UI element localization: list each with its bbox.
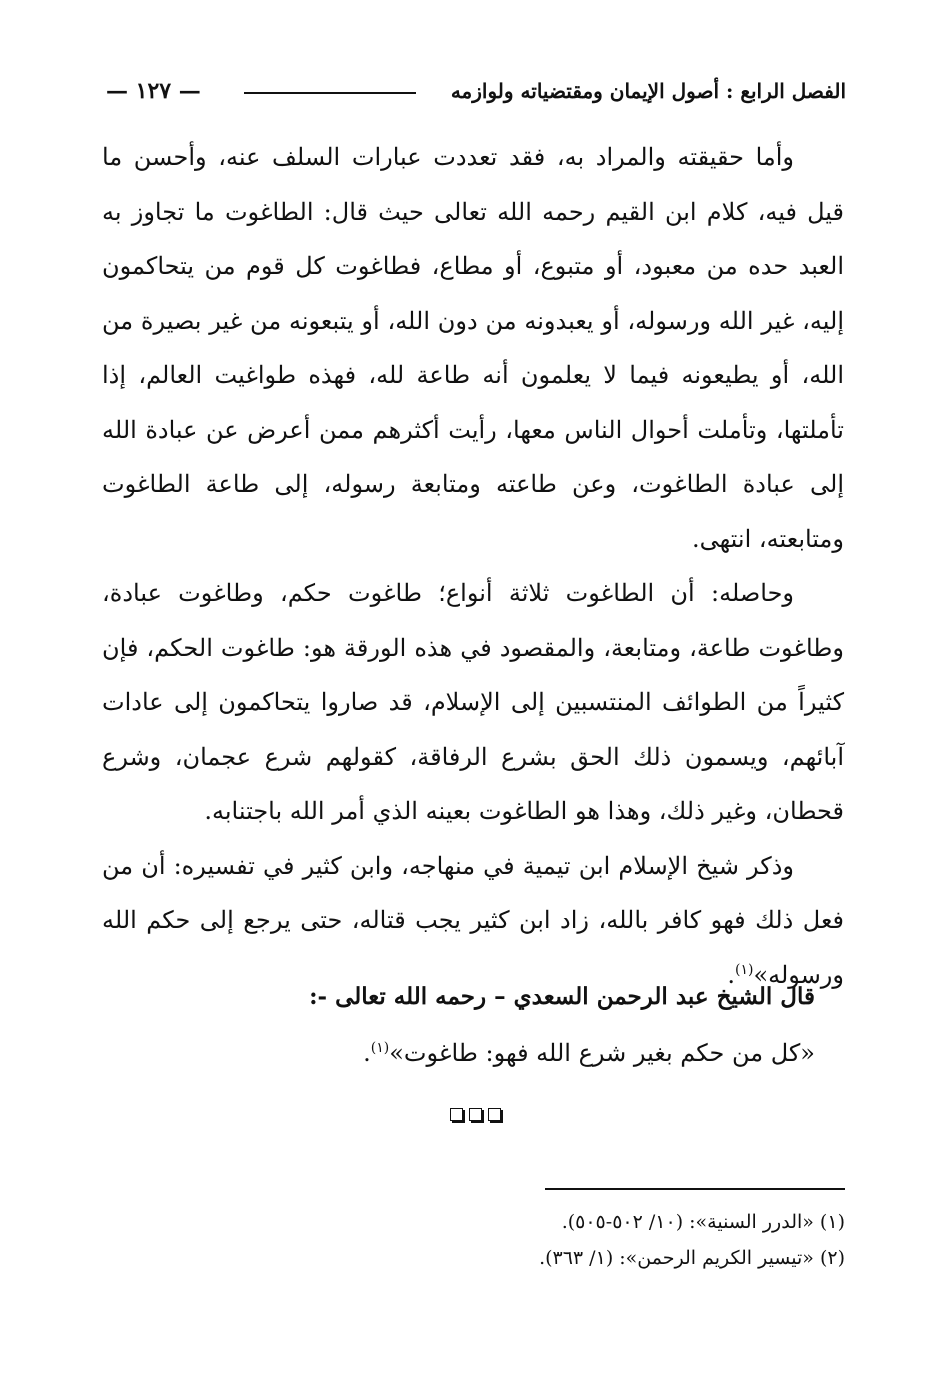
running-header [106,76,846,106]
header-rule [244,92,416,94]
page-number: — ١٢٧ — [106,78,201,104]
footnote-rule [545,1188,845,1190]
paragraph-3-text: وذكر شيخ الإسلام ابن تيمية في منهاجه، وابن كثير في تفسيره: أن من فعل ذلك فهو كافر بالله، زاد ابن كثير يجب قتاله، حتى يرجع إلى حكم الله ورسوله» [102,851,844,989]
quote-body: «كل من حكم بغير شرع الله فهو: طاغوت» [389,1039,815,1067]
paragraph-1: وأما حقيقته والمراد به، فقد تعددت عبارات السلف عنه، وأحسن ما قيل فيه، كلام ابن القيم رحمه الله تعالى حيث قال: الطاغوت ما تجاوز به العبد حده من معبود، أو متبوع، أو مطاع، فطاغوت كل قوم من يتحاكمون إليه، غير الله ورسوله، أو يعبدونه من دون الله، أو يتبعونه من غير بصيرة من الله، أو يطيعونه فيما لا يعلمون أنه طاعة لله، فهذه طواغيت العالم، إذا تأملتها، وتأملت أحوال الناس معها، رأيت أكثرهم ممن أعرض عن عبادة الله إلى عبادة الطاغوت، وعن طاعته ومتابعة رسوله، إلى طاعة الطاغوت ومتابعته، انتهى. [102,143,844,553]
footnote-1: (١) «الدرر السنية»: (١٠/ ٥٠٢-٥٠٥). [561,1211,845,1233]
footnote-2: (٢) «تيسير الكريم الرحمن»: (١/ ٣٦٣). [539,1247,845,1269]
footnotes [145,1204,845,1276]
quote-end: . [363,1039,371,1067]
chapter-title: الفصل الرابع : أصول الإيمان ومقتضياته ولوازمه [450,79,846,103]
separator-box-icon [450,1108,463,1121]
separator-box-icon [469,1108,482,1121]
separator-box-icon [488,1108,501,1121]
body-text [102,130,844,1002]
footnote-ref-1: (١) [734,961,754,978]
quote-text [363,1028,815,1078]
section-separator [0,1106,950,1125]
paragraph-2: وحاصله: أن الطاغوت ثلاثة أنواع؛ طاغوت حكم، وطاغوت عبادة، وطاغوت طاعة، ومتابعة، والمقصود في هذه الورقة هو: طاغوت الحكم، فإن كثيراً من الطوائف المنتسبين إلى الإسلام، قد صاروا يتحاكمون إلى عادات آبائهم، ويسمون ذلك الحق بشرع الرفاقة، كقولهم شرع عجمان، وشرع قحطان، وغير ذلك، وهذا هو الطاغوت بعينه الذي أمر الله باجتنابه. [102,579,844,825]
footnote-ref-2: (١) [370,1040,390,1056]
quote-heading: قال الشيخ عبد الرحمن السعدي – رحمه الله تعالى -: [309,983,815,1010]
paragraph-3-end: . [727,960,735,989]
